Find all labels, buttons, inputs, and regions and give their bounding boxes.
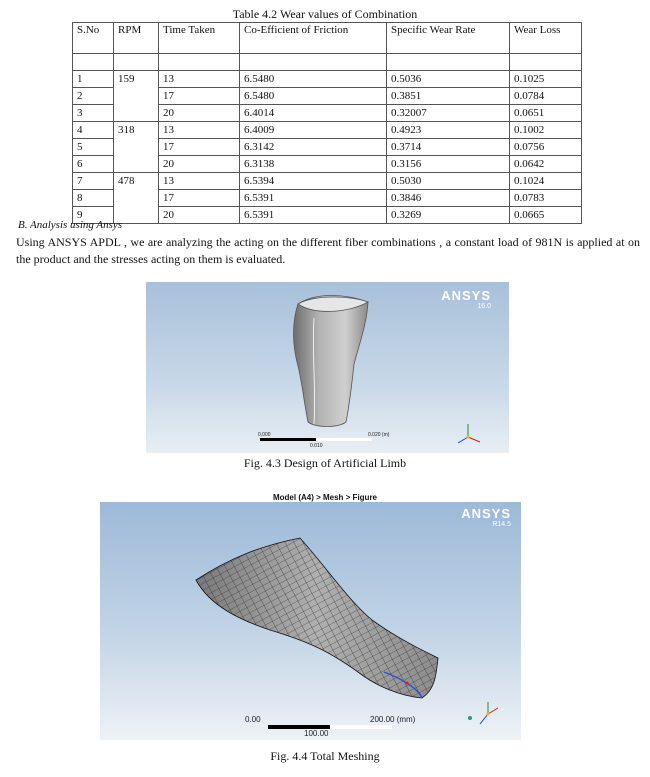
cell-swr: 0.5036 (387, 71, 510, 88)
cell-sno: 7 (73, 173, 114, 190)
cell-rpm: 318 (114, 122, 159, 173)
cell-time: 17 (159, 139, 240, 156)
figure-artificial-limb (146, 282, 509, 453)
table-row (73, 122, 582, 139)
cell-time: 13 (159, 122, 240, 139)
cell-cof: 6.3142 (240, 139, 387, 156)
scale-start: 0.000 (258, 432, 271, 438)
cell-swr: 0.32007 (387, 105, 510, 122)
cell-sno: 9 (73, 207, 114, 224)
scale-end: 200.00 (mm) (370, 715, 416, 724)
wear-table (72, 22, 582, 224)
cell-loss: 0.1024 (510, 173, 582, 190)
cell-cof: 6.5391 (240, 207, 387, 224)
table-row (73, 173, 582, 190)
header-sno: S.No (73, 23, 114, 54)
cell-cof: 6.5480 (240, 71, 387, 88)
scale-start: 0.00 (245, 715, 261, 724)
cell-rpm: 478 (114, 173, 159, 224)
scale-mid: 0.010 (310, 443, 323, 449)
cell-sno: 3 (73, 105, 114, 122)
figure1-caption: Fig. 4.3 Design of Artificial Limb (243, 456, 407, 470)
header-cof: Co-Efficient of Friction (240, 23, 387, 54)
cell-loss: 0.0784 (510, 88, 582, 105)
cell-rpm: 159 (114, 71, 159, 122)
cell-swr: 0.5030 (387, 173, 510, 190)
cell-sno: 8 (73, 190, 114, 207)
cell-sno: 6 (73, 156, 114, 173)
cell-time: 13 (159, 71, 240, 88)
cell-swr: 0.3846 (387, 190, 510, 207)
cell-time: 17 (159, 190, 240, 207)
ansys-version: 16.0 (477, 303, 491, 310)
scale-bar-light (330, 725, 392, 729)
cell-loss: 0.0665 (510, 207, 582, 224)
header-swr: Specific Wear Rate (387, 23, 510, 54)
figure2-title: Model (A4) > Mesh > Figure (272, 493, 377, 502)
scale-end: 0.020 (m) (368, 432, 390, 438)
cell-cof: 6.4009 (240, 122, 387, 139)
cell-cof: 6.4014 (240, 105, 387, 122)
cell-swr: 0.4923 (387, 122, 510, 139)
section-heading: B. Analysis using Ansys (18, 219, 123, 231)
header-time: Time Taken (159, 23, 240, 54)
cell-loss: 0.0756 (510, 139, 582, 156)
cell-sno: 1 (73, 71, 114, 88)
scale-bar-light (316, 438, 372, 441)
table-caption: Table 4.2 Wear values of Combination (232, 7, 418, 21)
cell-time: 13 (159, 173, 240, 190)
cell-swr: 0.3714 (387, 139, 510, 156)
cell-loss: 0.0642 (510, 156, 582, 173)
cell-time: 20 (159, 156, 240, 173)
limb-model-graphic (146, 282, 509, 453)
cell-loss: 0.0651 (510, 105, 582, 122)
cell-loss: 0.1025 (510, 71, 582, 88)
section-paragraph: Using ANSYS APDL , we are analyzing the acting on the different fiber combinations , a constant load of 981N is applied at on the product and the stresses acting on them is evaluated. (16, 235, 640, 266)
cell-cof: 6.3138 (240, 156, 387, 173)
cell-sno: 4 (73, 122, 114, 139)
cell-swr: 0.3269 (387, 207, 510, 224)
table-header-row (73, 23, 582, 54)
cell-cof: 6.5391 (240, 190, 387, 207)
cell-time: 17 (159, 88, 240, 105)
cell-time: 20 (159, 105, 240, 122)
cell-swr: 0.3851 (387, 88, 510, 105)
cell-cof: 6.5480 (240, 88, 387, 105)
cell-swr: 0.3156 (387, 156, 510, 173)
mesh-model-graphic (100, 502, 521, 740)
ansys-logo-text: ANSYS (461, 506, 511, 521)
cell-time: 20 (159, 207, 240, 224)
ansys-version: R14.5 (492, 521, 511, 528)
header-rpm: RPM (114, 23, 159, 54)
scale-mid: 100.00 (304, 729, 329, 738)
cell-loss: 0.1002 (510, 122, 582, 139)
cell-sno: 2 (73, 88, 114, 105)
cell-sno: 5 (73, 139, 114, 156)
figure-total-meshing (100, 502, 521, 740)
cell-cof: 6.5394 (240, 173, 387, 190)
table-row (73, 71, 582, 88)
ansys-logo-text: ANSYS (441, 288, 491, 303)
scale-bar-dark (260, 438, 316, 441)
header-loss: Wear Loss (510, 23, 582, 54)
table-gap-row (73, 54, 582, 71)
cell-loss: 0.0783 (510, 190, 582, 207)
figure2-caption: Fig. 4.4 Total Meshing (270, 749, 380, 763)
